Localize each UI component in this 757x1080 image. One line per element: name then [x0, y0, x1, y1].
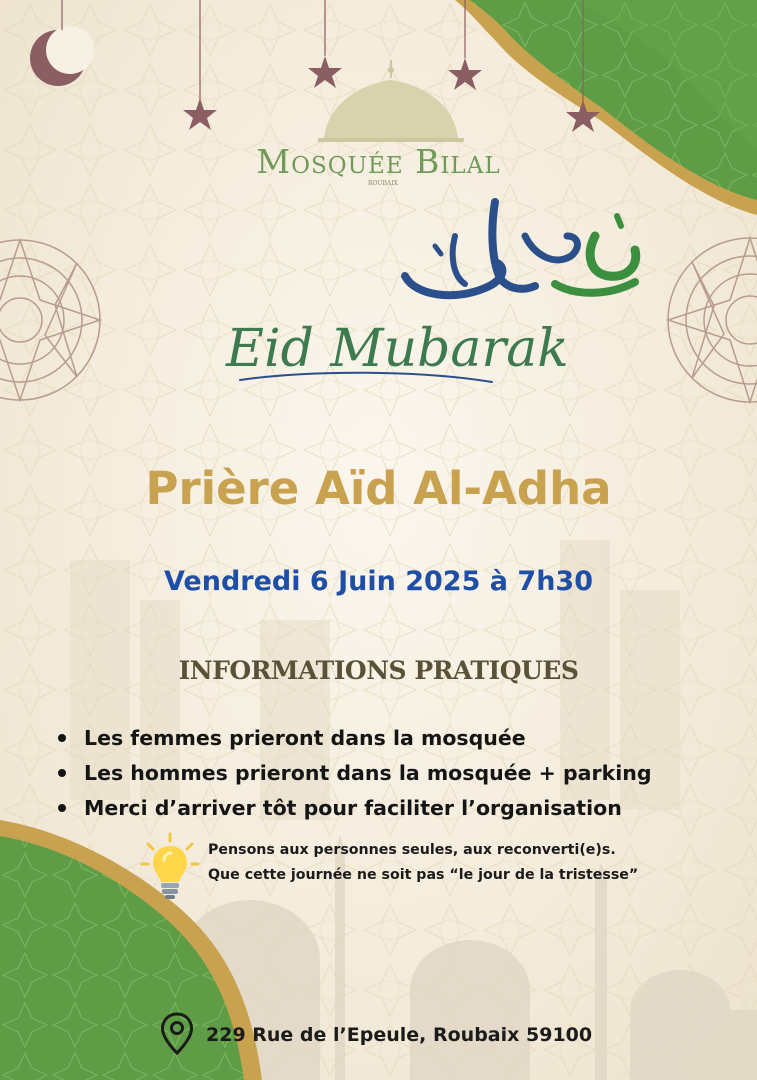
arabic-eid-mubarak-calligraphy — [395, 196, 650, 316]
location-pin-icon — [160, 1012, 194, 1056]
list-item — [58, 757, 652, 792]
eid-mubarak-script — [220, 300, 569, 410]
bullet-icon — [58, 804, 66, 812]
address-text: 229 Rue de l’Epeule, Roubaix 59100 — [206, 1024, 593, 1046]
info-list — [58, 722, 652, 827]
event-date: Vendredi 6 Juin 2025 à 7h30 — [164, 566, 593, 597]
list-item-text: Merci d’arriver tôt pour faciliter l’organisation — [84, 796, 622, 820]
bullet-icon — [58, 769, 66, 777]
list-item-text: Les hommes prieront dans la mosquée + parking — [84, 761, 652, 785]
reminder-line-1: Pensons aux personnes seules, aux reconverti(e)s. — [208, 842, 616, 858]
mosque-city: ROUBAIX — [368, 180, 398, 187]
list-item-text: Les femmes prieront dans la mosquée — [84, 726, 526, 750]
list-item — [58, 722, 652, 757]
info-heading: INFORMATIONS PRATIQUES — [178, 656, 579, 685]
list-item — [58, 792, 652, 827]
bullet-icon — [58, 734, 66, 742]
mosque-name: Mosquée Bilal — [256, 142, 501, 181]
reminder-text — [208, 838, 638, 888]
svg-text:عيد مبارك: عيد مبارك — [520, 308, 526, 309]
lightbulb-icon — [140, 832, 200, 904]
reminder-line-2: Que cette journée ne soit pas “le jour de la tristesse” — [208, 867, 639, 883]
event-title: Prière Aïd Al-Adha — [145, 462, 612, 515]
svg-text:Eid Mubarak: Eid Mubarak — [226, 319, 569, 379]
